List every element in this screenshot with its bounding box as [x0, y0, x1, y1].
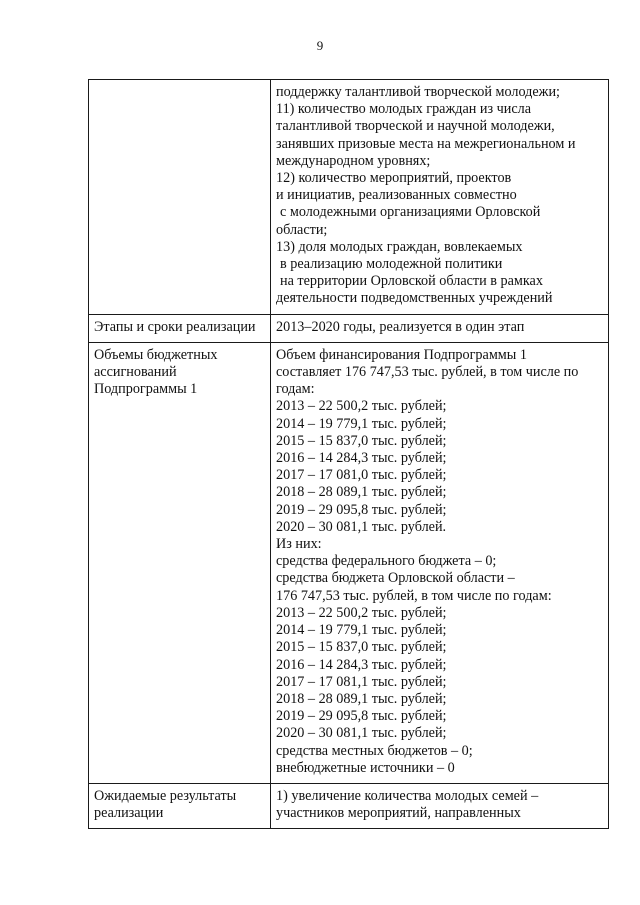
- table-row-results: [89, 783, 609, 828]
- text-line: деятельности подведомственных учреждений: [276, 290, 553, 307]
- text-line: Из них:: [276, 536, 322, 553]
- text-line: средства федерального бюджета – 0;: [276, 553, 497, 570]
- text-line: 13) доля молодых граждан, вовлекаемых: [276, 238, 523, 255]
- year-amount-line: 2020 – 30 081,1 тыс. рублей.: [276, 518, 447, 535]
- value-cell-results: [271, 783, 609, 828]
- label-line: Объемы бюджетных: [94, 346, 218, 363]
- value-cell-budget: [271, 342, 609, 783]
- label-line: Ожидаемые результаты: [94, 787, 237, 804]
- text-line: 12) количество мероприятий, проектов: [276, 170, 512, 187]
- year-amount-line: 2018 – 28 089,1 тыс. рублей;: [276, 484, 447, 501]
- text-line: в реализацию молодежной политики: [280, 256, 503, 273]
- year-amount-line: 2018 – 28 089,1 тыс. рублей;: [276, 690, 447, 707]
- page-number: 9: [316, 38, 324, 53]
- text-line: с молодежными организациями Орловской: [280, 204, 541, 221]
- text-line: занявших призовые места на межрегиональном и: [276, 135, 576, 152]
- year-amount-line: 2015 – 15 837,0 тыс. рублей;: [276, 639, 447, 656]
- text-line: составляет 176 747,53 тыс. рублей, в том числе по: [276, 364, 579, 381]
- year-amount-line: 2016 – 14 284,3 тыс. рублей;: [276, 656, 447, 673]
- value-cell-indicators: [271, 80, 609, 315]
- year-amount-line: 2017 – 17 081,0 тыс. рублей;: [276, 467, 447, 484]
- year-amount-line: 2015 – 15 837,0 тыс. рублей;: [276, 432, 447, 449]
- text-line: 176 747,53 тыс. рублей, в том числе по годам:: [276, 587, 552, 604]
- text-line: талантливой творческой и научной молодежи,: [276, 118, 555, 135]
- text-line: средства бюджета Орловской области –: [276, 570, 515, 587]
- text-line: годам:: [276, 381, 315, 398]
- text-line: внебюджетные источники – 0: [276, 759, 455, 776]
- label-line: Подпрограммы 1: [94, 381, 198, 398]
- year-amount-line: 2017 – 17 081,1 тыс. рублей;: [276, 673, 447, 690]
- text-line: на территории Орловской области в рамках: [280, 273, 543, 290]
- year-amount-line: 2019 – 29 095,8 тыс. рублей;: [276, 708, 447, 725]
- year-amount-line: 2014 – 19 779,1 тыс. рублей;: [276, 415, 447, 432]
- year-amount-line: 2019 – 29 095,8 тыс. рублей;: [276, 501, 447, 518]
- text-line: поддержку талантливой творческой молодежи;: [276, 84, 560, 100]
- table-row-indicators: [89, 80, 609, 315]
- label-line: реализации: [94, 805, 164, 822]
- text-line: 2013–2020 годы, реализуется в один этап: [276, 318, 525, 335]
- value-cell-stages: [271, 314, 609, 342]
- label-line: ассигнований: [94, 364, 177, 381]
- year-amount-line: 2016 – 14 284,3 тыс. рублей;: [276, 450, 447, 467]
- label-cell-budget: [89, 342, 271, 783]
- text-line: средства местных бюджетов – 0;: [276, 742, 473, 759]
- text-line: 1) увеличение количества молодых семей –: [276, 787, 539, 804]
- text-line: международном уровнях;: [276, 152, 431, 169]
- text-line: участников мероприятий, направленных: [276, 805, 521, 822]
- label-cell-stages: [89, 314, 271, 342]
- table-row-budget: [89, 342, 609, 783]
- table-row-stages: [89, 314, 609, 342]
- year-amount-line: 2013 – 22 500,2 тыс. рублей;: [276, 398, 447, 415]
- label-cell-empty: [89, 80, 271, 315]
- text-line: Объем финансирования Подпрограммы 1: [276, 346, 527, 363]
- year-amount-line: 2014 – 19 779,1 тыс. рублей;: [276, 622, 447, 639]
- year-amount-line: 2020 – 30 081,1 тыс. рублей;: [276, 725, 447, 742]
- text-line: области;: [276, 221, 328, 238]
- label-cell-results: [89, 783, 271, 828]
- passport-table: [88, 79, 609, 829]
- text-line: и инициатив, реализованных совместно: [276, 187, 517, 204]
- text-line: 11) количество молодых граждан из числа: [276, 101, 532, 118]
- year-amount-line: 2013 – 22 500,2 тыс. рублей;: [276, 604, 447, 621]
- label-line: Этапы и сроки реализации: [94, 318, 256, 335]
